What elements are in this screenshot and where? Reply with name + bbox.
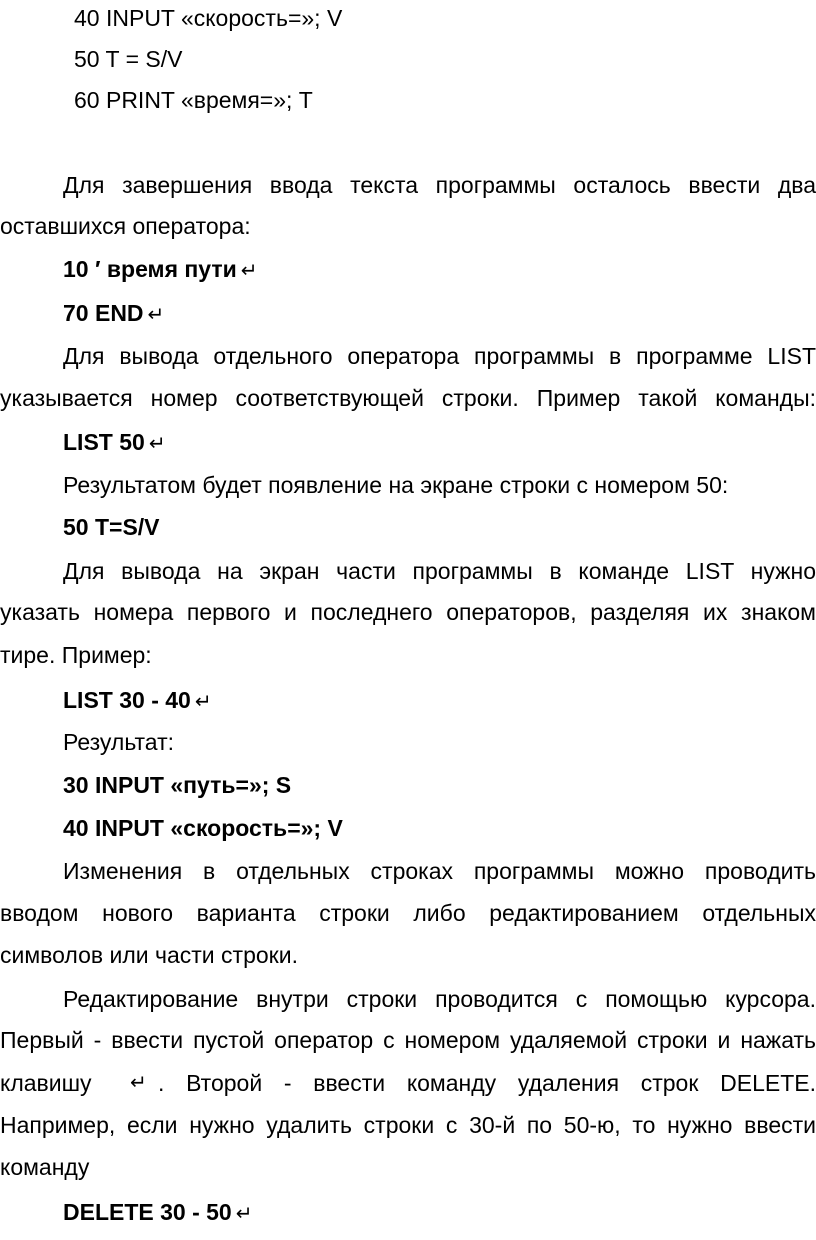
paragraph-2-line-1: Для вывода отдельного оператора программы в программе LIST: [63, 343, 816, 369]
return-key-icon: ↵: [240, 260, 258, 282]
return-key-icon: ↵: [235, 1203, 253, 1225]
code-result-50: 50 T=S/V: [63, 514, 160, 540]
code-result-30: 30 INPUT «путь=»; S: [63, 772, 292, 798]
paragraph-5: Результат:: [63, 729, 174, 755]
paragraph-4-line-2: указать номера первого и последнего операторов, разделяя их знаком: [0, 599, 816, 625]
paragraph-6-line-1: Изменения в отдельных строках программы можно проводить: [63, 858, 816, 884]
paragraph-6-line-3: символов или части строки.: [0, 942, 298, 968]
code-delete-30-50: DELETE 30 - 50 ↵: [63, 1199, 253, 1225]
code-line-50: 50 T = S/V: [74, 46, 183, 72]
code-list-30-40: LIST 30 - 40 ↵: [63, 687, 212, 713]
paragraph-7-line-3b: . Второй - ввести команду удаления строк DELETE.: [158, 1070, 816, 1096]
paragraph-3: Результатом будет появление на экране строки с номером 50:: [63, 472, 729, 498]
paragraph-4-line-1: Для вывода на экран части программы в команде LIST нужно: [63, 558, 816, 584]
paragraph-1-line-2: оставшихся оператора:: [0, 213, 251, 239]
paragraph-7-line-1: Редактирование внутри строки проводится с помощью курсора.: [63, 986, 816, 1012]
code-line-60: 60 PRINT «время=»; T: [74, 87, 313, 113]
code-result-40: 40 INPUT «скорость=»; V: [63, 815, 343, 841]
paragraph-2-line-2: указывается номер соответствующей строки. Пример такой команды:: [0, 385, 816, 411]
paragraph-7-line-5: команду: [0, 1154, 90, 1180]
return-key-icon: ↵: [147, 304, 165, 326]
paragraph-7-line-2: Первый - ввести пустой оператор с номером удаляемой строки и нажать: [0, 1027, 816, 1053]
code-10: 10 ′ время пути ↵: [63, 256, 258, 282]
return-key-icon: ↵: [194, 691, 212, 713]
return-key-icon: ↵: [130, 1072, 147, 1094]
paragraph-6-line-2: вводом нового варианта строки либо редактированием отдельных: [0, 900, 816, 926]
return-key-icon: ↵: [148, 433, 166, 455]
paragraph-4-line-3: тире. Пример:: [0, 642, 152, 668]
code-70: 70 END ↵: [63, 300, 165, 326]
paragraph-7-line-3a: клавишу: [0, 1070, 92, 1096]
paragraph-1-line-1: Для завершения ввода текста программы осталось ввести два: [63, 172, 816, 198]
code-line-40: 40 INPUT «скорость=»; V: [74, 5, 343, 31]
paragraph-7-line-4: Например, если нужно удалить строки с 30-й по 50-ю, то нужно ввести: [0, 1112, 816, 1138]
code-list-50: LIST 50 ↵: [63, 429, 166, 455]
